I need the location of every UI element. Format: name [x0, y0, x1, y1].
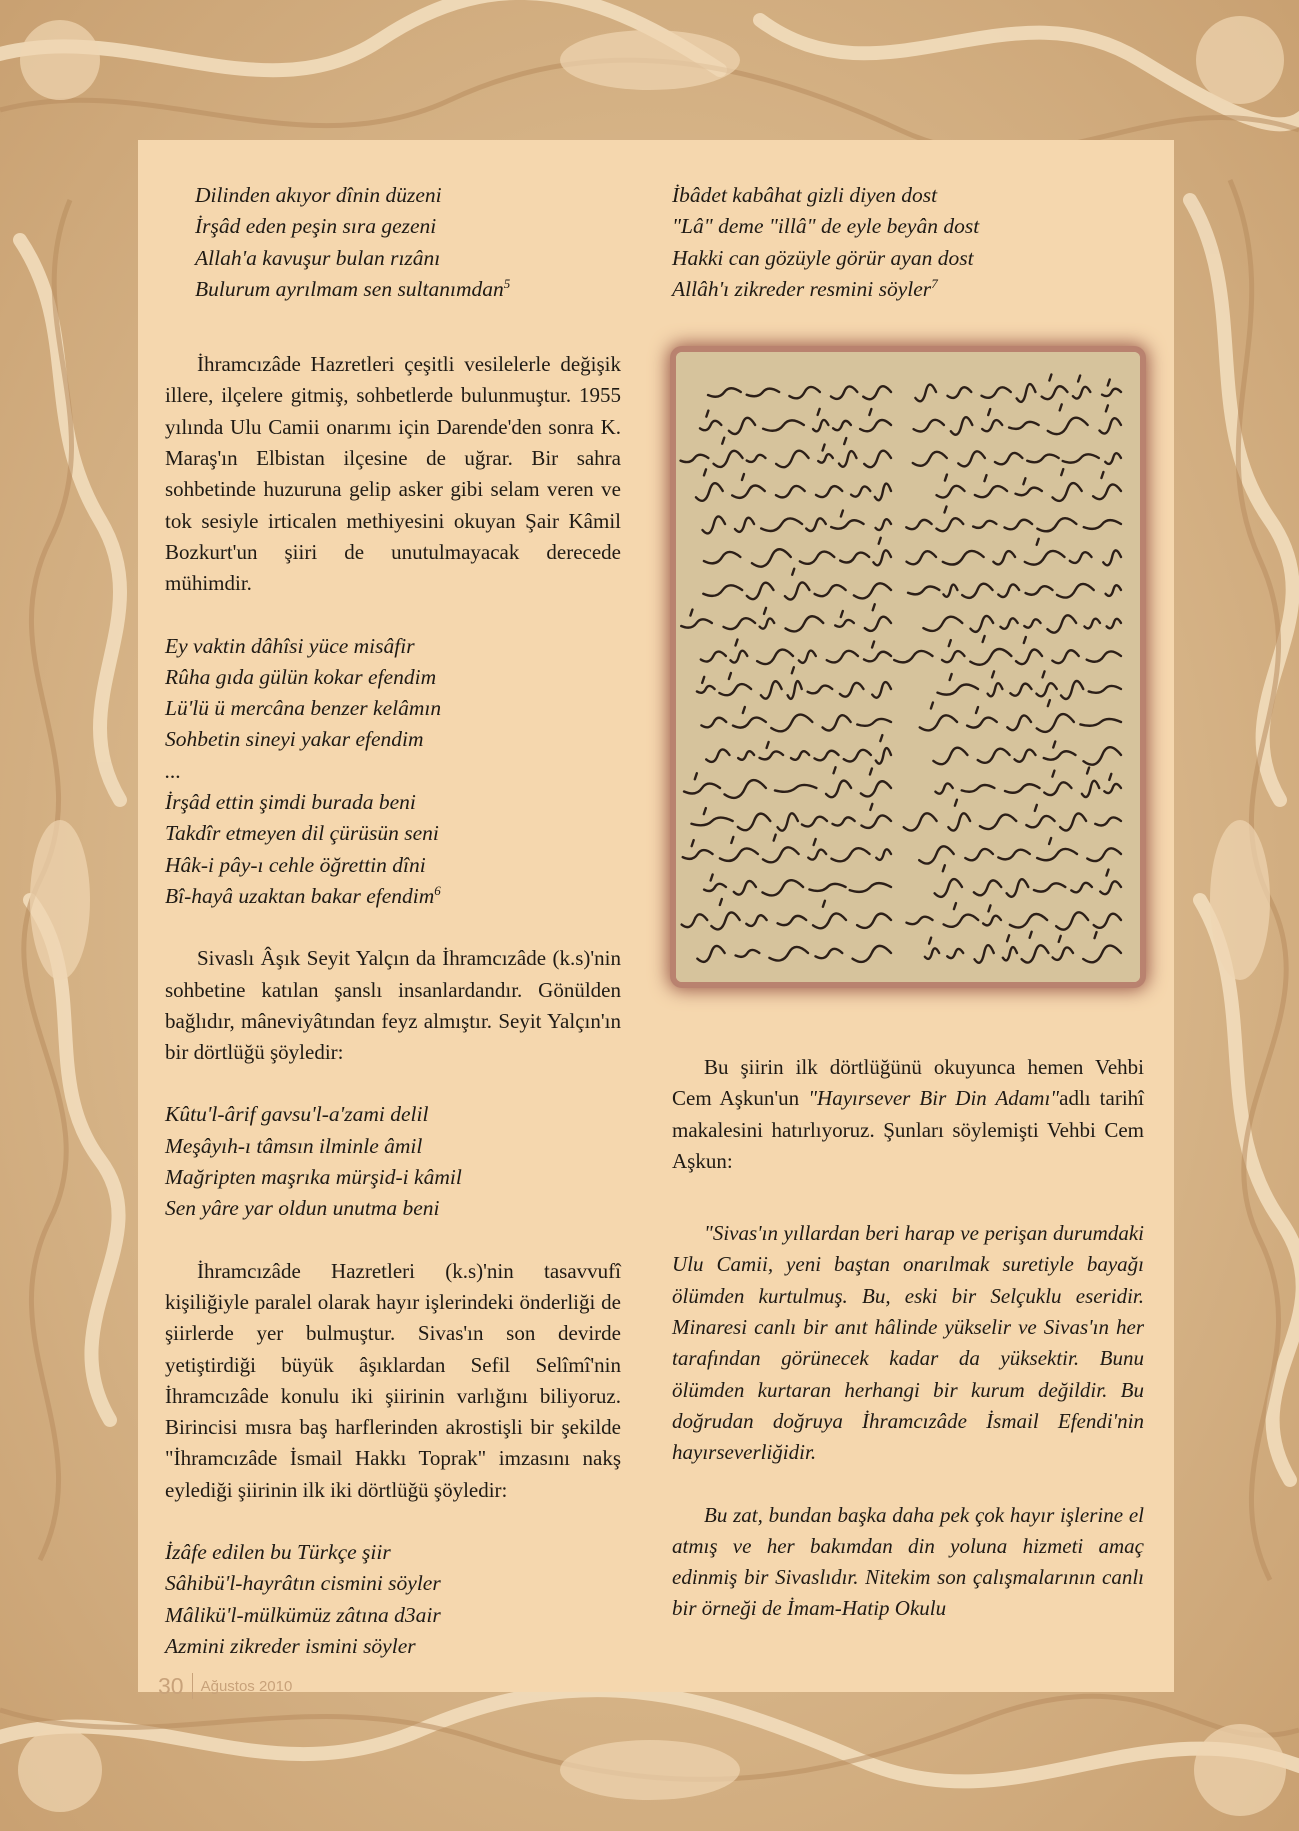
verse-line: Rûha gıda gülün kokar efendim: [165, 664, 437, 689]
verse-line: Mâlikü'l-mülkümüz zâtına d3air: [165, 1602, 441, 1627]
poem-quatrain-right: [672, 180, 1144, 305]
quote-paragraph: Bu zat, bundan başka daha pek çok hayır işlerine el atmış ve her bakımdan din yoluna hizmeti amaç edinmiş bir Sivaslıdır. Nitekim son çalışmalarının canlı bir örneği de İmam-Hatip Okulu: [672, 1502, 1144, 1621]
poem-quatrain-1: [165, 180, 621, 305]
verse-line: Sohbetin sineyi yakar efendim: [165, 727, 424, 752]
verse-line: İzâfe edilen bu Türkçe şiir: [165, 1539, 391, 1564]
quote-paragraph: "Sivas'ın yıllardan beri harap ve perişan durumdaki Ulu Camii, yeni baştan onarılmak suretiyle bayağı ölümden kurtulmuş. Bu, eski bir Selçuklu eseridir. Minaresi canlı bir anıt hâlinde yükselir ve Sivas'ın her tarafından görünecek kadar da yüksektir. Bunu ölümden kurtaran herhangi bir kurum değildir. Bu doğrudan doğruya İhramcızâde İsmail Efendi'nin hayırseverliğidir.: [672, 1221, 1144, 1465]
verse-line: Allâh'ı zikreder resmini söyler$^7$: [672, 275, 938, 301]
verse-line: Allah'a kavuşur bulan rızânı: [195, 245, 441, 270]
verse-line: Mağripten maşrıka mürşid-i kâmil: [165, 1165, 462, 1190]
verse-line: Bî-hayâ uzaktan bakar efendim$^6$: [165, 882, 441, 908]
paragraph: Bu şiirin ilk dörtlüğünü okuyunca hemen Vehbi Cem Aşkun'un "Hayırsever Bir Din Adamı"adlı tarihî makalesini hatırlıyoruz. Şunları söylemişti Vehbi Cem Aşkun:: [672, 1055, 1144, 1173]
right-column-lower: [672, 1052, 1144, 1625]
verse-line: Dilinden akıyor dînin düzeni: [195, 183, 442, 207]
verse-line: Ey vaktin dâhîsi yüce misâfir: [165, 633, 415, 658]
footnote-ref: 5: [503, 275, 511, 291]
issue-date: Ağustos 2010: [200, 1677, 293, 1695]
paragraph: İhramcızâde Hazretleri (k.s)'nin tasavvufî kişiliğiyle paralel olarak hayır işlerindeki önderliği de şiirlerde yer bulmuştur. Sivas'ın son devirde yetiştirdiği büyük âşıklardan Sefil Selîmî'nin İhramcızâde konulu iki şiirinin varlığını biliyoruz. Birincisi mısra baş harflerinden akrostişli bir şekilde "İhramcızâde İsmail Hakkı Toprak" imzasını nakş eylediği şiirinin ilk iki dörtlüğü şöyledir:: [165, 1258, 621, 1502]
paragraph: Sivaslı Âşık Seyit Yalçın da İhramcızâde (k.s)'nin sohbetine katılan şanslı insanlardandır. Gönülden bağlıdır, mâneviyâtından feyz almıştır. Seyit Yalçın'ın bir dörtlüğü şöyledir:: [165, 946, 621, 1065]
paragraph: İhramcızâde Hazretleri çeşitli vesilelerle değişik illere, ilçelere gitmiş, sohbetlerde bulunmuştur. 1955 yılında Ulu Camii onarımı için Darende'den sonra K. Maraş'ın Elbistan ilçesine de uğrar. Bir sahra sohbetinde huzuruna gelip asker gibi selam veren ve tok sesiyle irticalen methiyesini okuyan Şair Kâmil Bozkurt'un şiiri de unutulmayacak derecede mühimdir.: [165, 352, 621, 596]
verse-line: Sâhibü'l-hayrâtın cismini söyler: [165, 1571, 441, 1596]
verse-line: İrşâd eden peşin sıra gezeni: [195, 214, 437, 239]
verse-line: Takdîr etmeyen dil çürüsün seni: [165, 821, 439, 846]
verse-line: Sen yâre yar oldun unutma beni: [165, 1196, 440, 1221]
verse-line: Bulurum ayrılmam sen sultanımdan$^5$: [195, 275, 511, 301]
verse-line: "Lâ" deme "illâ" de eyle beyân dost: [672, 214, 980, 239]
verse-line: Hâk-i pây-ı cehle öğrettin dîni: [165, 852, 426, 877]
footer-divider: [192, 1673, 193, 1699]
verse-line: İbâdet kabâhat gizli diyen dost: [672, 183, 938, 207]
verse-line: Lü'lü ü mercâna benzer kelâmın: [165, 696, 442, 721]
footnote-ref: 7: [931, 275, 938, 291]
verse-line: ...: [165, 758, 182, 783]
left-column: [165, 180, 621, 1662]
verse-line: Kûtu'l-ârif gavsu'l-a'zami delil: [165, 1102, 429, 1127]
poem-stanza-3: [165, 1099, 621, 1224]
verse-line: Hakki can gözüyle görür ayan dost: [672, 245, 974, 270]
poem-stanza-2: [165, 631, 621, 913]
verse-line: Azmini zikreder ismini söyler: [165, 1633, 416, 1658]
footnote-ref: 6: [434, 882, 441, 898]
article-title: "Hayırsever Bir Din Adamı": [808, 1086, 1060, 1111]
right-column: [672, 180, 1144, 305]
page-footer: [158, 1672, 292, 1700]
poem-stanza-4: [165, 1537, 621, 1662]
manuscript-image: [676, 352, 1140, 982]
verse-line: Meşâyıh-ı tâmsın ilminle âmil: [165, 1133, 423, 1158]
page-number: 30: [158, 1672, 184, 1699]
manuscript-illustration: [676, 352, 1140, 982]
verse-line: İrşâd ettin şimdi burada beni: [165, 790, 416, 815]
